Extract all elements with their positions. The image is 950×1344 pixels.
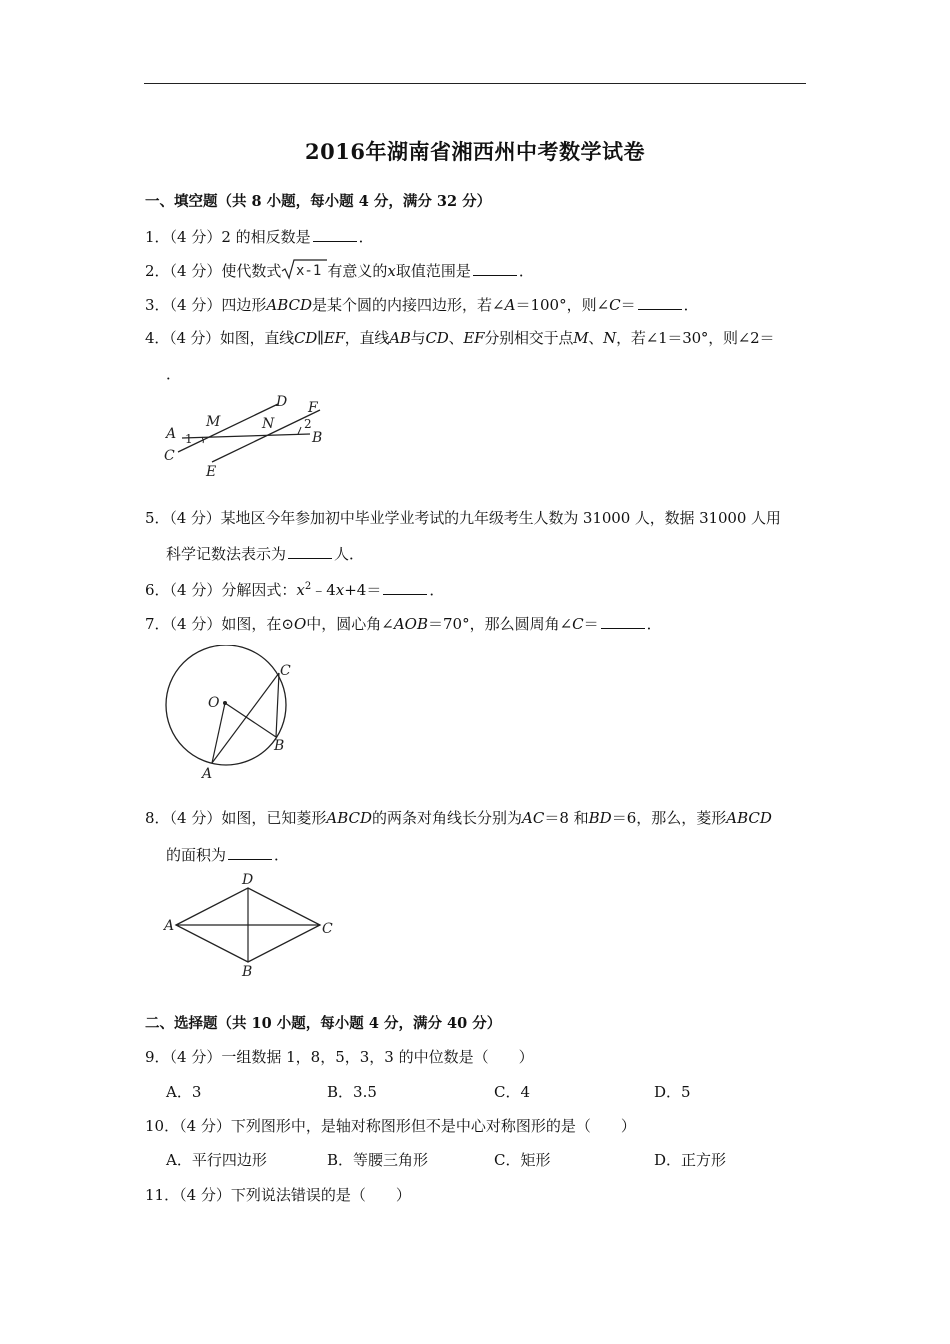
label-b: B [274,738,285,754]
header-rule [144,83,806,84]
svg-text:x-1: x-1 [296,263,322,279]
label-d: D [242,872,254,888]
label-m: M [206,414,221,430]
figure-parallel-lines [160,390,340,480]
question-8: 8．（4 分）如图，已知菱形ABCD的两条对角线长分别为AC＝8 和BD＝6，那么，菱形ABCD [145,809,772,827]
figure-circle [155,645,305,785]
answer-blank [473,263,517,276]
page-title: 2016年湖南省湘西州中考数学试卷 [305,139,645,164]
option-c: C．4 [494,1083,531,1101]
segment-bc [276,673,279,737]
question-7: 7．（4 分）如图，在⊙O中，圆心角∠AOB＝70°，那么圆周角∠C＝ ． [145,615,662,633]
label-c: C [280,663,291,679]
label-d: D [276,394,288,410]
label-a: A [164,918,175,934]
label-a: A [202,766,213,782]
question-5-line2: 科学记数法表示为 人． [166,545,365,563]
section-heading-choice: 二、选择题（共 10 小题，每小题 4 分，满分 40 分） [145,1015,502,1032]
section-heading-fill-in: 一、填空题（共 8 小题，每小题 4 分，满分 32 分） [145,193,492,210]
square-root [281,258,327,284]
answer-blank [638,297,682,310]
label-e: E [206,464,217,480]
question-6: 6．（4 分）分解因式：$x^2﹣4x+4=$ ． [145,581,445,599]
answer-blank [288,546,332,559]
segment-ob [225,703,276,737]
question-11: 11．（4 分）下列说法错误的是（ ） [145,1186,411,1204]
question-5: 5．（4 分）某地区今年参加初中毕业学业考试的九年级考生人数为 31000 人，数据 31000 人用 [145,509,781,527]
option-a: A．平行四边形 [166,1151,267,1169]
answer-blank [383,582,427,595]
label-1: 1 [185,432,193,446]
option-d: D．5 [654,1083,691,1101]
option-d: D．正方形 [654,1151,727,1169]
circle-o [166,645,286,765]
answer-blank [601,616,645,629]
figure-rhombus [160,870,340,980]
question-8-line2: 的面积为 ． [166,846,290,864]
answer-blank [228,847,272,860]
label-c: C [322,921,333,937]
question-2: 2．（4 分）使代数式 x-1 有意义的x取值范围是 ． [145,258,534,284]
option-b: B．3.5 [327,1083,377,1101]
question-10: 10．（4 分）下列图形中，是轴对称图形但不是中心对称图形的是（ ） [145,1117,636,1135]
answer-blank [313,229,357,242]
label-c: C [164,448,175,464]
label-o: O [208,695,220,711]
question-4: 4．（4 分）如图，直线CD∥EF，直线AB与CD、EF分别相交于点M、N，若∠1＝30°，则∠2＝ [145,329,775,347]
label-n: N [262,416,275,432]
option-a: A．3 [166,1083,202,1101]
label-f: F [308,400,318,416]
option-b: B．等腰三角形 [327,1151,429,1169]
label-a: A [166,426,177,442]
label-2: 2 [304,417,312,431]
option-c: C．矩形 [494,1151,551,1169]
line-ab [182,434,310,438]
angle-arc-2 [298,427,301,434]
question-3: 3．（4 分）四边形ABCD是某个圆的内接四边形，若∠A＝100°，则∠C＝ ． [145,296,699,314]
question-1: 1．（4 分）2 的相反数是 ． [145,228,374,246]
question-9: 9．（4 分）一组数据 1，8，5，3，3 的中位数是（ ） [145,1048,534,1066]
label-b: B [312,430,323,446]
label-b: B [242,964,253,980]
question-4-line2: ． [166,365,182,383]
